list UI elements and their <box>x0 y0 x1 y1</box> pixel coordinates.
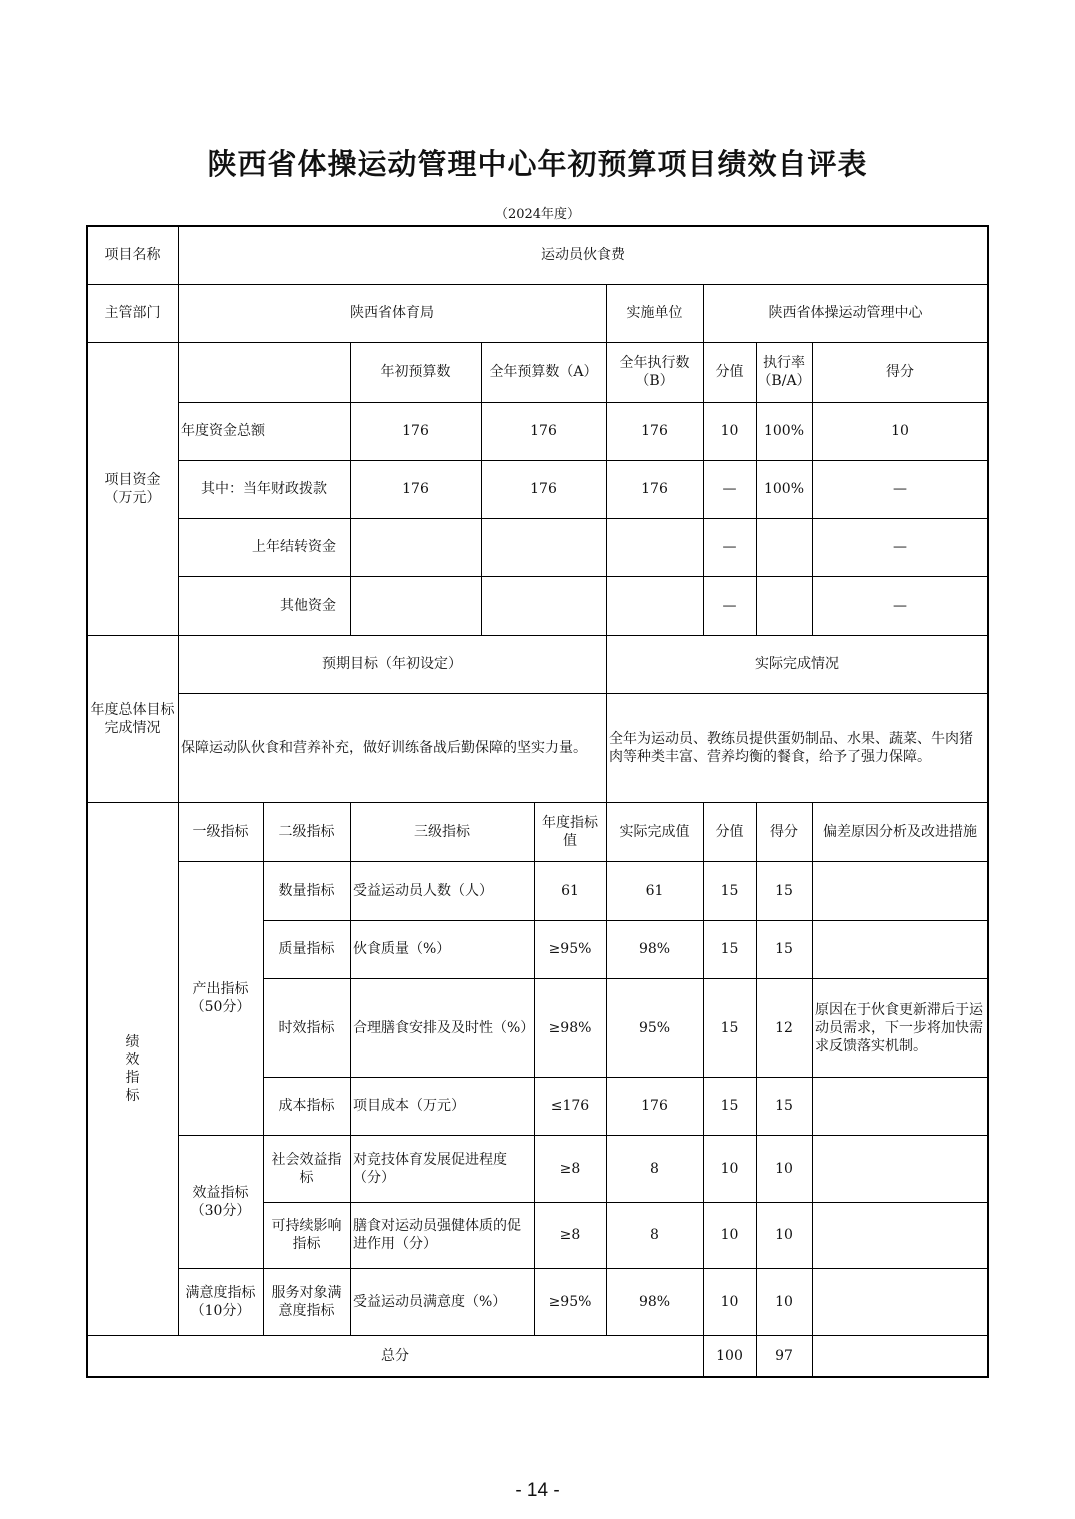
page-title: 陕西省体操运动管理中心年初预算项目绩效自评表 <box>207 147 868 181</box>
indicator-level3: 对竞技体育发展促进程度（分） <box>350 1135 535 1203</box>
indicator-note <box>812 861 989 921</box>
total-score: 97 <box>756 1335 813 1378</box>
dept-label: 主管部门 <box>87 284 179 343</box>
indicator-score_value: 10 <box>703 1135 757 1203</box>
indicator-level3: 受益运动员满意度（%） <box>350 1268 535 1336</box>
indicator-score_value: 10 <box>703 1268 757 1336</box>
indicator-header: 分值 <box>703 802 757 862</box>
funds-cell: 100% <box>756 402 813 461</box>
funds-cell <box>756 518 813 577</box>
funds-cell <box>350 518 482 577</box>
indicator-score_value: 15 <box>703 1077 757 1136</box>
indicator-score: 15 <box>756 920 813 979</box>
project-name-label: 项目名称 <box>87 226 179 285</box>
funds-cell: — <box>812 460 989 519</box>
funds-cell: 176 <box>481 402 607 461</box>
indicator-level3: 膳食对运动员强健体质的促进作用（分） <box>350 1202 535 1269</box>
funds-row-label: 其他资金 <box>178 576 351 636</box>
goals-actual-header: 实际完成情况 <box>606 635 989 694</box>
funds-cell: 10 <box>812 402 989 461</box>
unit-label: 实施单位 <box>606 284 704 343</box>
page-number: - 14 - <box>515 1480 560 1501</box>
funds-cell: 176 <box>481 460 607 519</box>
indicator-note <box>812 1202 989 1269</box>
funds-cell: — <box>703 460 757 519</box>
indicator-level2: 成本指标 <box>263 1077 351 1136</box>
indicator-score: 12 <box>756 978 813 1078</box>
indicator-level2: 数量指标 <box>263 861 351 921</box>
goals-expected-text: 保障运动队伙食和营养补充，做好训练备战后勤保障的坚实力量。 <box>178 693 607 803</box>
funds-header: 全年预算数（A） <box>481 342 607 403</box>
indicator-target: ≥95% <box>534 1268 607 1336</box>
indicator-header: 一级指标 <box>178 802 264 862</box>
unit-value: 陕西省体操运动管理中心 <box>703 284 989 343</box>
indicator-level1: 效益指标（30分） <box>178 1135 264 1269</box>
indicator-header: 三级指标 <box>350 802 535 862</box>
funds-cell: 100% <box>756 460 813 519</box>
funds-cell <box>481 518 607 577</box>
funds-cell <box>481 576 607 636</box>
indicator-target: ≥95% <box>534 920 607 979</box>
indicator-note <box>812 1268 989 1336</box>
indicator-target: ≥8 <box>534 1135 607 1203</box>
indicator-actual: 98% <box>606 1268 704 1336</box>
indicator-actual: 61 <box>606 861 704 921</box>
indicator-score_value: 10 <box>703 1202 757 1269</box>
indicator-note <box>812 1135 989 1203</box>
funds-header: 全年执行数（B） <box>606 342 704 403</box>
indicator-actual: 95% <box>606 978 704 1078</box>
indicator-level3: 合理膳食安排及及时性（%） <box>350 978 535 1078</box>
section-char: 标 <box>125 1087 140 1104</box>
funds-cell <box>606 518 704 577</box>
section-char: 绩 <box>125 1033 140 1050</box>
funds-header: 分值 <box>703 342 757 403</box>
funds-cell: 176 <box>606 402 704 461</box>
funds-cell: 176 <box>350 402 482 461</box>
funds-cell: 176 <box>350 460 482 519</box>
indicator-target: ≥8 <box>534 1202 607 1269</box>
funds-cell <box>756 576 813 636</box>
indicator-score: 10 <box>756 1202 813 1269</box>
section-char: 效 <box>125 1051 140 1068</box>
indicator-level2: 质量指标 <box>263 920 351 979</box>
funds-cell: — <box>703 518 757 577</box>
funds-cell <box>606 576 704 636</box>
funds-header: 执行率（B/A） <box>756 342 813 403</box>
goals-actual-text: 全年为运动员、教练员提供蛋奶制品、水果、蔬菜、牛肉猪肉等种类丰富、营养均衡的餐食，给予了强力保障。 <box>606 693 989 803</box>
project-name-value: 运动员伙食费 <box>178 226 989 285</box>
indicator-actual: 176 <box>606 1077 704 1136</box>
indicator-level2: 社会效益指标 <box>263 1135 351 1203</box>
indicator-score: 10 <box>756 1268 813 1336</box>
funds-header: 得分 <box>812 342 989 403</box>
indicator-note: 原因在于伙食更新滞后于运动员需求，下一步将加快需求反馈落实机制。 <box>812 978 989 1078</box>
indicator-header: 实际完成值 <box>606 802 704 862</box>
indicator-score_value: 15 <box>703 978 757 1078</box>
indicator-level2: 服务对象满意度指标 <box>263 1268 351 1336</box>
indicator-note <box>812 1077 989 1136</box>
funds-cell: — <box>812 518 989 577</box>
indicator-actual: 98% <box>606 920 704 979</box>
total-note <box>812 1335 989 1378</box>
funds-cell: — <box>703 576 757 636</box>
goals-expected-header: 预期目标（年初设定） <box>178 635 607 694</box>
indicator-target: 61 <box>534 861 607 921</box>
indicator-level3: 项目成本（万元） <box>350 1077 535 1136</box>
indicator-target: ≤176 <box>534 1077 607 1136</box>
indicator-header: 得分 <box>756 802 813 862</box>
indicator-level1: 产出指标（50分） <box>178 861 264 1136</box>
indicator-target: ≥98% <box>534 978 607 1078</box>
funds-cell <box>350 576 482 636</box>
indicator-score: 10 <box>756 1135 813 1203</box>
funds-header-blank <box>178 342 351 403</box>
indicator-score_value: 15 <box>703 861 757 921</box>
indicator-level3: 受益运动员人数（人） <box>350 861 535 921</box>
indicator-actual: 8 <box>606 1135 704 1203</box>
indicator-note <box>812 920 989 979</box>
indicators-section-label <box>87 802 179 1336</box>
funds-row-label: 其中：当年财政拨款 <box>178 460 351 519</box>
goals-section-label: 年度总体目标完成情况 <box>87 635 179 803</box>
fiscal-year: （2024年度） <box>494 207 581 222</box>
indicator-header: 偏差原因分析及改进措施 <box>812 802 989 862</box>
indicator-header: 年度指标值 <box>534 802 607 862</box>
indicator-score: 15 <box>756 861 813 921</box>
indicator-header: 二级指标 <box>263 802 351 862</box>
funds-cell: 10 <box>703 402 757 461</box>
indicator-score: 15 <box>756 1077 813 1136</box>
funds-row-label: 年度资金总额 <box>178 402 351 461</box>
funds-section-label: 项目资金 （万元） <box>87 342 179 636</box>
funds-cell: — <box>812 576 989 636</box>
indicator-score_value: 15 <box>703 920 757 979</box>
indicator-actual: 8 <box>606 1202 704 1269</box>
dept-value: 陕西省体育局 <box>178 284 607 343</box>
section-char: 指 <box>125 1069 140 1086</box>
total-label: 总分 <box>87 1335 704 1378</box>
total-score-value: 100 <box>703 1335 757 1378</box>
indicator-level3: 伙食质量（%） <box>350 920 535 979</box>
funds-row-label: 上年结转资金 <box>178 518 351 577</box>
funds-header: 年初预算数 <box>350 342 482 403</box>
indicator-level2: 可持续影响指标 <box>263 1202 351 1269</box>
funds-cell: 176 <box>606 460 704 519</box>
indicator-level2: 时效指标 <box>263 978 351 1078</box>
indicator-level1: 满意度指标（10分） <box>178 1268 264 1336</box>
